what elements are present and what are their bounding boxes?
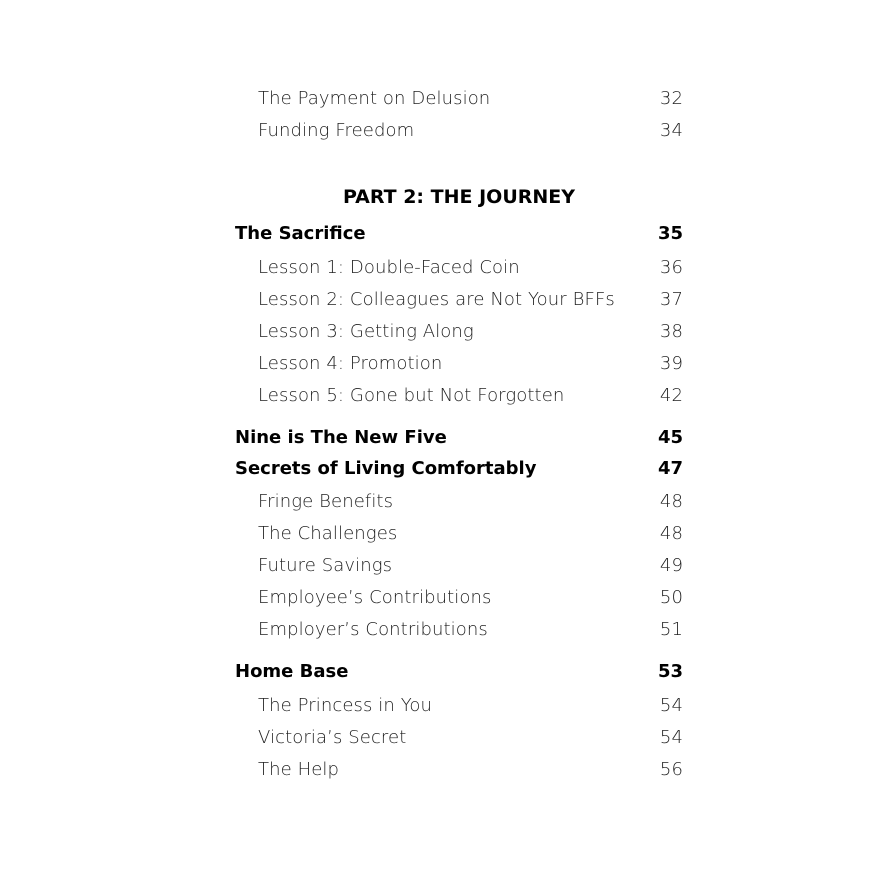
toc-entry-title: Employer’s Contributions bbox=[258, 619, 488, 640]
toc-entry-title: Lesson 3: Getting Along bbox=[258, 321, 474, 342]
toc-entry[interactable] bbox=[258, 695, 683, 716]
toc-entry-title: The Help bbox=[258, 759, 340, 780]
toc-chapter-page: 35 bbox=[657, 223, 683, 244]
toc-entry-title: Victoria’s Secret bbox=[258, 727, 407, 748]
toc-entry-title: The Challenges bbox=[258, 523, 398, 544]
part-heading: PART 2: THE JOURNEY bbox=[342, 186, 576, 208]
toc-entry-page: 38 bbox=[659, 321, 683, 342]
toc-entry-title: Lesson 4: Promotion bbox=[258, 353, 443, 374]
toc-chapter[interactable] bbox=[235, 427, 683, 448]
toc-entry-page: 36 bbox=[659, 257, 683, 278]
toc-entry-page: 51 bbox=[659, 619, 683, 640]
toc-chapter-title: Secrets of Living Comfortably bbox=[235, 458, 537, 479]
toc-entry[interactable] bbox=[258, 321, 683, 342]
toc-entry[interactable] bbox=[258, 619, 683, 640]
toc-entry-page: 54 bbox=[659, 727, 683, 748]
toc-entry-page: 32 bbox=[659, 88, 683, 109]
toc-chapter[interactable] bbox=[235, 223, 683, 244]
toc-entry[interactable] bbox=[258, 289, 683, 310]
toc-entry[interactable] bbox=[258, 555, 683, 576]
toc-chapter-title: The Sacrifice bbox=[235, 223, 366, 244]
toc-entry-page: 50 bbox=[659, 587, 683, 608]
toc-entry-title: Lesson 5: Gone but Not Forgotten bbox=[258, 385, 565, 406]
toc-chapter-title: Nine is The New Five bbox=[235, 427, 447, 448]
toc-chapter-page: 53 bbox=[657, 661, 683, 682]
toc-entry-title: Funding Freedom bbox=[258, 120, 415, 141]
toc-entry-title: The Payment on Delusion bbox=[258, 88, 491, 109]
toc-chapter[interactable] bbox=[235, 661, 683, 682]
toc-entry-title: Future Savings bbox=[258, 555, 393, 576]
toc-chapter-page: 47 bbox=[657, 458, 683, 479]
toc-entry-title: Lesson 1: Double-Faced Coin bbox=[258, 257, 520, 278]
toc-entry-page: 37 bbox=[659, 289, 683, 310]
toc-entry[interactable] bbox=[258, 587, 683, 608]
toc-entry[interactable] bbox=[258, 491, 683, 512]
toc-entry-title: Fringe Benefits bbox=[258, 491, 394, 512]
toc-entry-page: 48 bbox=[659, 491, 683, 512]
toc-entry-page: 49 bbox=[659, 555, 683, 576]
toc-entry-page: 34 bbox=[659, 120, 683, 141]
toc-entry-page: 56 bbox=[659, 759, 683, 780]
toc-entry-page: 48 bbox=[659, 523, 683, 544]
toc-entry[interactable] bbox=[258, 523, 683, 544]
toc-entry[interactable] bbox=[258, 120, 683, 141]
toc-entry-title: The Princess in You bbox=[258, 695, 433, 716]
toc-entry[interactable] bbox=[258, 257, 683, 278]
toc-chapter-page: 45 bbox=[657, 427, 683, 448]
toc-entry-page: 42 bbox=[659, 385, 683, 406]
toc-entry-title: Employee’s Contributions bbox=[258, 587, 492, 608]
toc-entry-page: 39 bbox=[659, 353, 683, 374]
toc-entry[interactable] bbox=[258, 727, 683, 748]
toc-chapter-title: Home Base bbox=[235, 661, 349, 682]
toc-chapter[interactable] bbox=[235, 458, 683, 479]
toc-entry-page: 54 bbox=[659, 695, 683, 716]
toc-entry[interactable] bbox=[258, 385, 683, 406]
toc-entry[interactable] bbox=[258, 759, 683, 780]
toc-entry[interactable] bbox=[258, 88, 683, 109]
toc-entry-title: Lesson 2: Colleagues are Not Your BFFs bbox=[258, 289, 615, 310]
toc-entry[interactable] bbox=[258, 353, 683, 374]
